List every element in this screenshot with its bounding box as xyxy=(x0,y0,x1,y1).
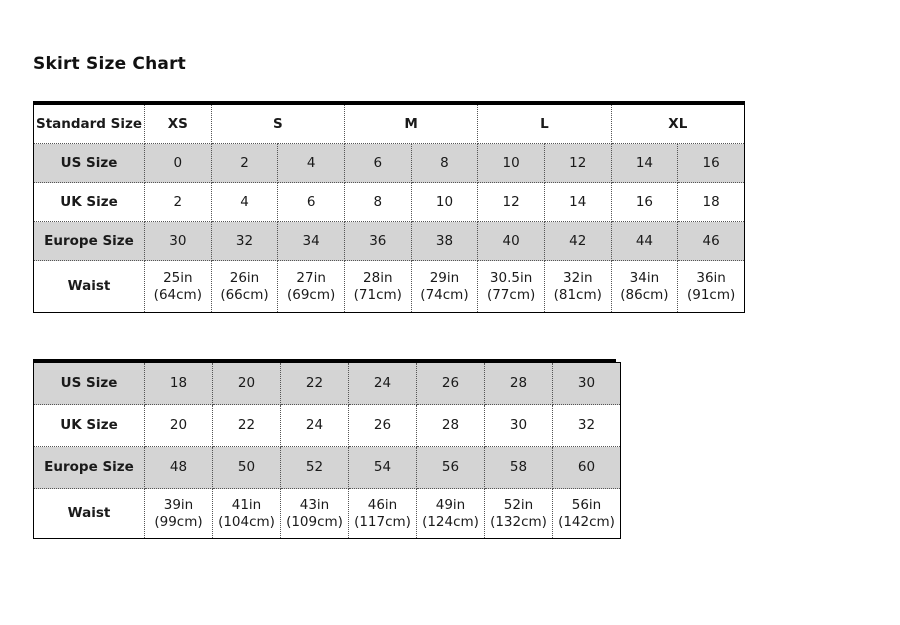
group-header-cell-s: S xyxy=(211,105,344,144)
cell-europe-size-4: 54 xyxy=(349,447,417,489)
cell-line: 43in xyxy=(299,496,330,513)
cell-waist-6 xyxy=(478,261,545,313)
cell-line: 49in xyxy=(435,496,466,513)
cell-europe-size-5: 38 xyxy=(411,222,478,261)
cell-line: 46in xyxy=(367,496,398,513)
cell-us-size-9: 16 xyxy=(678,144,745,183)
cell-line: (99cm) xyxy=(154,513,203,530)
group-header-cell-l: L xyxy=(478,105,611,144)
cell-line: 56in xyxy=(571,496,602,513)
cell-line: 25in xyxy=(163,269,193,286)
cell-europe-size-1: 48 xyxy=(145,447,213,489)
group-header-cell-m: M xyxy=(344,105,477,144)
cell-uk-size-5: 28 xyxy=(417,405,485,447)
cell-waist-5 xyxy=(417,489,485,539)
cell-waist-8 xyxy=(611,261,678,313)
cell-uk-size-8: 16 xyxy=(611,183,678,222)
cell-line: (81cm) xyxy=(553,286,602,303)
cell-line: 34in xyxy=(629,269,660,286)
cell-waist-5 xyxy=(411,261,478,313)
cell-waist-1 xyxy=(145,489,213,539)
row-header-waist: Waist xyxy=(34,489,145,539)
cell-uk-size-4: 26 xyxy=(349,405,417,447)
cell-line: (91cm) xyxy=(686,286,736,303)
cell-waist-7 xyxy=(544,261,611,313)
row-header-europe-size: Europe Size xyxy=(34,447,145,489)
cell-uk-size-1: 20 xyxy=(145,405,213,447)
row-header-uk-size: UK Size xyxy=(34,405,145,447)
cell-line: 52in xyxy=(503,496,534,513)
cell-waist-4 xyxy=(344,261,411,313)
cell-line: (69cm) xyxy=(286,286,336,303)
extended-table-row xyxy=(34,489,621,539)
cell-waist-3 xyxy=(281,489,349,539)
cell-europe-size-3: 34 xyxy=(278,222,345,261)
cell-line: (109cm) xyxy=(286,513,343,530)
cell-europe-size-8: 44 xyxy=(611,222,678,261)
cell-line: 28in xyxy=(363,269,393,286)
row-header-us-size: US Size xyxy=(34,363,145,405)
cell-uk-size-6: 12 xyxy=(478,183,545,222)
cell-us-size-3: 4 xyxy=(278,144,345,183)
cell-europe-size-9: 46 xyxy=(678,222,745,261)
cell-us-size-7: 30 xyxy=(553,363,621,405)
cell-europe-size-6: 40 xyxy=(478,222,545,261)
cell-line: 29in xyxy=(429,269,460,286)
extended-table-row xyxy=(34,447,621,489)
cell-uk-size-3: 24 xyxy=(281,405,349,447)
cell-uk-size-4: 8 xyxy=(344,183,411,222)
cell-uk-size-3: 6 xyxy=(278,183,345,222)
cell-us-size-3: 22 xyxy=(281,363,349,405)
primary-group-header-row xyxy=(34,105,745,144)
cell-europe-size-7: 60 xyxy=(553,447,621,489)
primary-table-row xyxy=(34,261,745,313)
cell-us-size-2: 2 xyxy=(211,144,278,183)
row-header-uk-size: UK Size xyxy=(34,183,145,222)
cell-waist-1 xyxy=(145,261,212,313)
cell-line: (86cm) xyxy=(620,286,669,303)
cell-line: 36in xyxy=(696,269,726,286)
cell-waist-2 xyxy=(211,261,278,313)
cell-line: 32in xyxy=(563,269,593,286)
cell-us-size-5: 8 xyxy=(411,144,478,183)
row-header-us-size: US Size xyxy=(34,144,145,183)
cell-line: (132cm) xyxy=(490,513,547,530)
cell-europe-size-2: 50 xyxy=(213,447,281,489)
cell-line: 39in xyxy=(163,496,194,513)
cell-europe-size-6: 58 xyxy=(485,447,553,489)
cell-uk-size-2: 4 xyxy=(211,183,278,222)
cell-uk-size-9: 18 xyxy=(678,183,745,222)
extended-table-row xyxy=(34,363,621,405)
cell-line: 27in xyxy=(296,269,326,286)
group-header-cell-xl: XL xyxy=(611,105,744,144)
primary-table-row xyxy=(34,144,745,183)
skirt-size-table-primary xyxy=(33,104,745,313)
cell-waist-7 xyxy=(553,489,621,539)
cell-waist-9 xyxy=(678,261,745,313)
cell-line: 30.5in xyxy=(489,269,533,286)
cell-us-size-5: 26 xyxy=(417,363,485,405)
cell-europe-size-1: 30 xyxy=(145,222,212,261)
group-header-cell-xs: XS xyxy=(145,105,212,144)
cell-us-size-8: 14 xyxy=(611,144,678,183)
cell-uk-size-1: 2 xyxy=(145,183,212,222)
cell-us-size-1: 18 xyxy=(145,363,213,405)
cell-us-size-4: 6 xyxy=(344,144,411,183)
cell-line: 26in xyxy=(229,269,260,286)
cell-line: (64cm) xyxy=(153,286,202,303)
cell-waist-6 xyxy=(485,489,553,539)
primary-table-row xyxy=(34,183,745,222)
cell-europe-size-5: 56 xyxy=(417,447,485,489)
cell-uk-size-6: 30 xyxy=(485,405,553,447)
cell-line: (104cm) xyxy=(218,513,275,530)
page-title: Skirt Size Chart xyxy=(33,54,186,74)
row-header-standard-size: Standard Size xyxy=(34,105,145,144)
row-header-waist: Waist xyxy=(34,261,145,313)
cell-us-size-6: 10 xyxy=(478,144,545,183)
cell-uk-size-5: 10 xyxy=(411,183,478,222)
cell-line: (124cm) xyxy=(422,513,479,530)
cell-uk-size-7: 14 xyxy=(544,183,611,222)
primary-table-row xyxy=(34,222,745,261)
cell-europe-size-2: 32 xyxy=(211,222,278,261)
cell-line: (77cm) xyxy=(486,286,536,303)
cell-us-size-4: 24 xyxy=(349,363,417,405)
cell-line: (71cm) xyxy=(353,286,402,303)
cell-line: 41in xyxy=(231,496,262,513)
cell-line: (74cm) xyxy=(420,286,469,303)
cell-europe-size-4: 36 xyxy=(344,222,411,261)
cell-us-size-6: 28 xyxy=(485,363,553,405)
cell-line: (117cm) xyxy=(354,513,411,530)
cell-uk-size-7: 32 xyxy=(553,405,621,447)
cell-us-size-1: 0 xyxy=(145,144,212,183)
cell-waist-3 xyxy=(278,261,345,313)
cell-europe-size-3: 52 xyxy=(281,447,349,489)
cell-waist-4 xyxy=(349,489,417,539)
extended-table-row xyxy=(34,405,621,447)
cell-uk-size-2: 22 xyxy=(213,405,281,447)
cell-europe-size-7: 42 xyxy=(544,222,611,261)
skirt-size-table-extended xyxy=(33,362,616,539)
cell-us-size-7: 12 xyxy=(544,144,611,183)
cell-waist-2 xyxy=(213,489,281,539)
row-header-europe-size: Europe Size xyxy=(34,222,145,261)
cell-line: (66cm) xyxy=(220,286,269,303)
cell-line: (142cm) xyxy=(558,513,615,530)
cell-us-size-2: 20 xyxy=(213,363,281,405)
